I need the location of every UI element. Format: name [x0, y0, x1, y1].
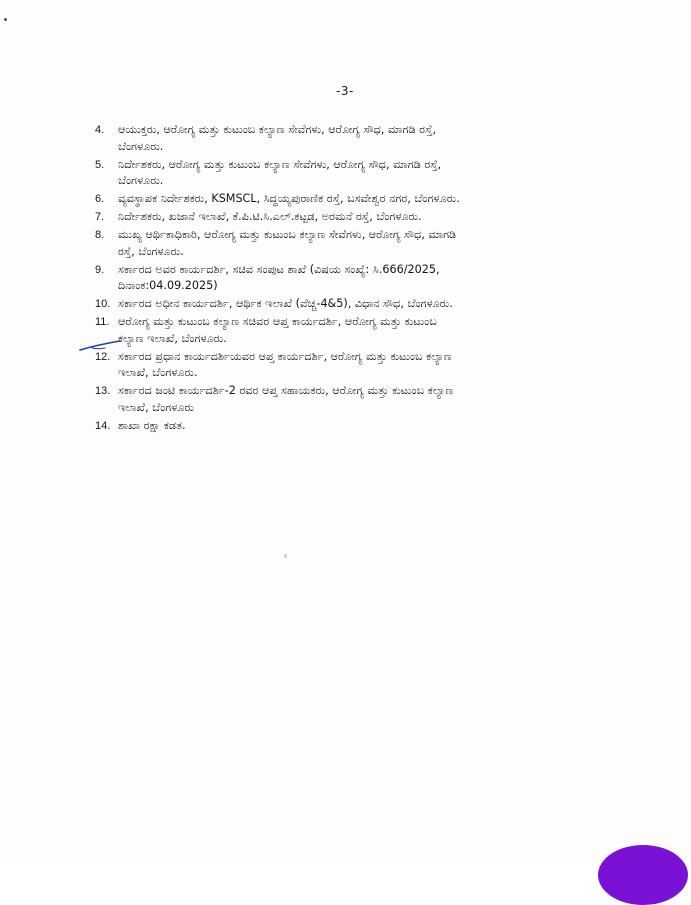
- item-text: ಸರ್ಕಾರದ ಅವರ ಕಾರ್ಯದರ್ಶಿ, ಸಚಿವ ಸಂಪುಟ ಶಾಖೆ (ವಿಷಯ ಸಂಖ್ಯೆ: ಸಿ.666/2025, ದಿನಾಂಕ:04.09.2025): [118, 262, 440, 292]
- item-text: ಶಾಖಾ ರಕ್ಷಾ ಕಡತ.: [118, 418, 186, 432]
- recipient-list: [95, 122, 635, 436]
- list-item: [95, 262, 635, 295]
- item-text: ಮುಖ್ಯ ಆರ್ಥಿಕಾಧಿಕಾರಿ, ಆರೋಗ್ಯ ಮತ್ತು ಕುಟುಂಬ ಕಲ್ಯಾಣ ಸೇವೆಗಳು, ಆರೋಗ್ಯ ಸೌಧ, ಮಾಗಡಿ ರಸ್ತೆ, ಬೆಂಗಳೂರು.: [118, 228, 457, 258]
- list-item: [95, 418, 635, 435]
- item-number: 12.: [95, 350, 111, 363]
- list-item: [95, 122, 635, 155]
- item-number: 8.: [95, 229, 105, 241]
- item-number: 5.: [95, 158, 105, 171]
- page-number: -3-: [336, 84, 354, 98]
- list-item: [95, 314, 635, 347]
- item-number: 7.: [95, 211, 105, 223]
- item-text: ನಿರ್ದೇಶಕರು, ಆರೋಗ್ಯ ಮತ್ತು ಕುಟುಂಬ ಕಲ್ಯಾಣ ಸೇವೆಗಳು, ಆರೋಗ್ಯ ಸೌಧ, ಮಾಗಡಿ ರಸ್ತೆ, ಬೆಂಗಳೂರು.: [118, 157, 442, 187]
- list-item: [95, 157, 635, 190]
- scan-speck: [284, 554, 287, 558]
- item-text: ಆರೋಗ್ಯ ಮತ್ತು ಕುಟುಂಬ ಕಲ್ಯಾಣ ಸಚಿವರ ಆಪ್ತ ಕಾರ್ಯದರ್ಶಿ, ಆರೋಗ್ಯ ಮತ್ತು ಕುಟುಂಬ ಕಲ್ಯಾಣ ಇಲಾಖೆ, ಬೆಂಗಳೂರು.: [118, 315, 437, 345]
- item-text: ವ್ಯವಸ್ಥಾಪಕ ನಿರ್ದೇಶಕರು, KSMSCL, ಸಿದ್ಧಯ್ಯಪುರಾಣಿಕ ರಸ್ತೆ, ಬಸವೇಶ್ವರ ನಗರ, ಬೆಂಗಳೂರು.: [118, 192, 460, 205]
- list-item: [95, 349, 635, 382]
- list-item: [95, 209, 635, 226]
- item-text: ಸರ್ಕಾರದ ಜಂಟಿ ಕಾರ್ಯದರ್ಶಿ-2 ರವರ ಆಪ್ತ ಸಹಾಯಕರು, ಆರೋಗ್ಯ ಮತ್ತು ಕುಟುಂಬ ಕಲ್ಯಾಣ ಇಲಾಖೆ, ಬೆಂಗಳೂರು: [118, 384, 454, 414]
- purple-stamp: [598, 845, 688, 905]
- item-number: 6.: [95, 193, 105, 205]
- item-number: 4.: [95, 124, 105, 136]
- item-number: 9.: [95, 263, 105, 276]
- item-number: 14.: [95, 419, 111, 432]
- item-number: 11.: [95, 316, 110, 328]
- list-item: [95, 227, 635, 260]
- item-text: ಆಯುಕ್ತರು, ಆರೋಗ್ಯ ಮತ್ತು ಕುಟುಂಬ ಕಲ್ಯಾಣ ಸೇವೆಗಳು, ಆರೋಗ್ಯ ಸೌಧ, ಮಾಗಡಿ ರಸ್ತೆ, ಬೆಂಗಳೂರು.: [118, 123, 436, 153]
- item-text: ನಿರ್ದೇಶಕರು, ಖಜಾನೆ ಇಲಾಖೆ, ಕೆ.ಪಿ.ಟಿ.ಸಿ.ಎಲ್.ಕಟ್ಟಡ, ಅರಮನೆ ರಸ್ತೆ, ಬೆಂಗಳೂರು.: [118, 210, 422, 223]
- item-text: ಸರ್ಕಾರದ ಅಧೀನ ಕಾರ್ಯದರ್ಶಿ, ಆರ್ಥಿಕ ಇಲಾಖೆ (ವೆಚ್ಚ-4&5), ವಿಧಾನ ಸೌಧ, ಬೆಂಗಳೂರು.: [118, 297, 453, 310]
- item-text: ಸರ್ಕಾರದ ಪ್ರಧಾನ ಕಾರ್ಯದರ್ಶಿಯವರ ಆಪ್ತ ಕಾರ್ಯದರ್ಶಿ, ಆರೋಗ್ಯ ಮತ್ತು ಕುಟುಂಬ ಕಲ್ಯಾಣ ಇಲಾಖೆ, ಬೆಂಗಳೂರು.: [118, 349, 452, 379]
- list-item: [95, 191, 635, 208]
- item-number: 10.: [95, 298, 111, 310]
- item-number: 13.: [95, 385, 111, 397]
- pen-tick-mark: [78, 338, 122, 354]
- list-item: [95, 383, 635, 416]
- scan-speck: [4, 18, 7, 21]
- list-item: [95, 296, 635, 313]
